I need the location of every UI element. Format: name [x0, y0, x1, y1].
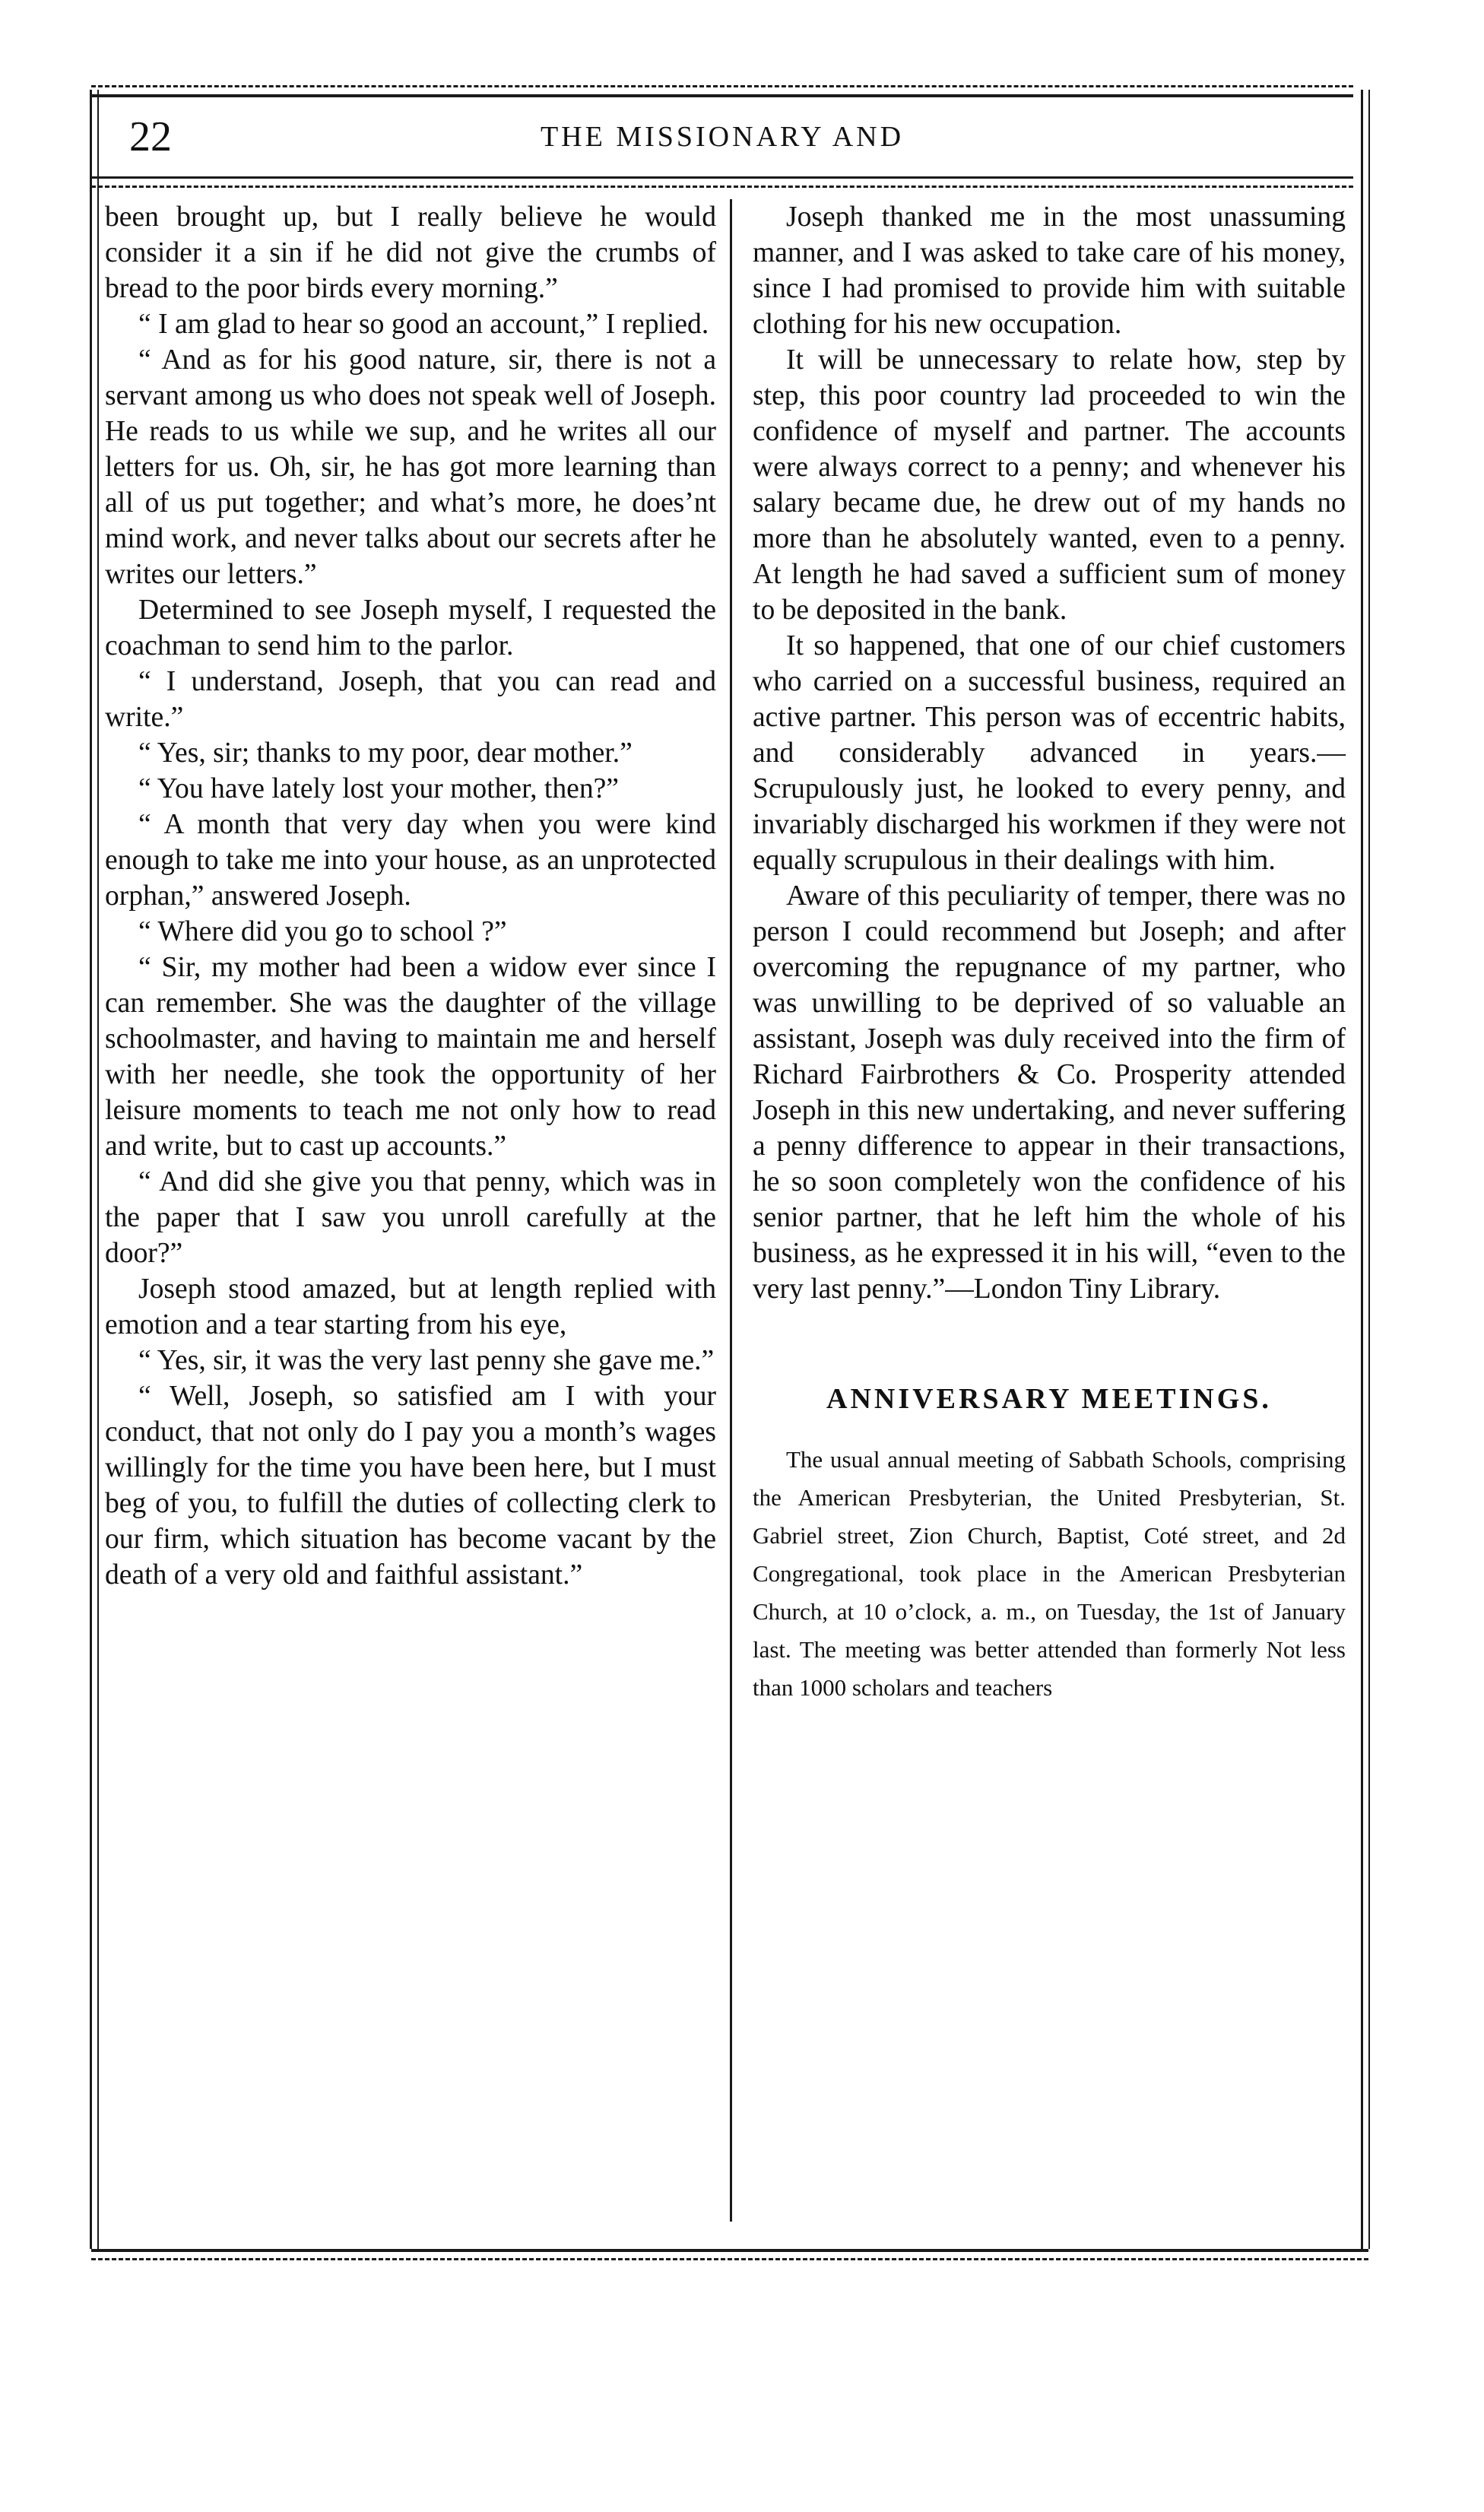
- paragraph: “ Well, Joseph, so satisfied am I with your conduct, that not only do I pay you a month’s wages willingly for the time you have been here, but I must beg of you, to fulfill the duties of collecting clerk to our firm, which situation has become vacant by the death of a very old and faithful assistant.”: [105, 1381, 716, 1591]
- paragraph: “ Sir, my mother had been a widow ever since I can remember. She was the daughter of the village schoolmaster, and having to maintain me and herself with her needle, she took the opportunity of her leisure moments to teach me not only how to read and write, but to cast up accounts.”: [105, 952, 716, 1162]
- paragraph: “ You have lately lost your mother, then?”: [138, 773, 619, 804]
- paragraph: “ I understand, Joseph, that you can read and write.”: [105, 666, 716, 733]
- section-heading: ANNIVERSARY MEETINGS.: [826, 1383, 1272, 1415]
- top-border-dashed: [91, 85, 1353, 87]
- top-border: [91, 94, 1353, 97]
- paragraph: “ And did she give you that penny, which was in the paper that I saw you unroll carefully at the door?”: [105, 1166, 716, 1269]
- column-separator: [730, 199, 732, 2222]
- running-title: THE MISSIONARY AND: [540, 121, 905, 153]
- paragraph: “ Yes, sir, it was the very last penny she gave me.”: [138, 1345, 715, 1376]
- paragraph: It so happened, that one of our chief customers who carried on a successful business, required an active partner. This person was of eccentric habits, and considerably advanced in years.— Scrupulously just, he looked to every penny, and invariably discharged his workmen if they were not equally scrupulous in their dealings with him.: [753, 630, 1346, 876]
- header-underline-dashed: [91, 186, 1353, 188]
- paragraph: Joseph stood amazed, but at length replied with emotion and a tear starting from his eye,: [105, 1273, 716, 1340]
- right-border-inner: [1368, 90, 1370, 2249]
- left-border: [90, 90, 92, 2249]
- left-column: [105, 199, 716, 1593]
- paragraph: “ And as for his good nature, sir, there is not a servant among us who does not speak well of Joseph. He reads to us while we sup, and he writes all our letters for us. Oh, sir, he has got more learning than all of us put together; and what’s more, he does’nt mind work, and never talks about our secrets after he writes our letters.”: [105, 344, 716, 590]
- paragraph: “ Where did you go to school ?”: [138, 916, 507, 947]
- bottom-border: [91, 2249, 1368, 2252]
- page-header: [99, 106, 1346, 167]
- header-underline: [91, 176, 1353, 179]
- paragraph: “ I am glad to hear so good an account,” I replied.: [138, 309, 709, 340]
- paragraph: Determined to see Joseph myself, I requested the coachman to send him to the parlor.: [105, 595, 716, 661]
- paragraph: Aware of this peculiarity of temper, there was no person I could recommend but Joseph; and after overcoming the repugnance of my partner, who was unwilling to be deprived of so valuable an assistant, Joseph was duly received into the firm of Richard Fairbrothers & Co. Prosperity attended Joseph in this new undertaking, and never suffering a penny difference to appear in their transactions, he so soon completely won the confidence of his senior partner, that he left him the whole of his business, as he expressed it in his will, “even to the very last penny.”—London Tiny Library.: [753, 880, 1346, 1305]
- paragraph: Joseph thanked me in the most unassuming manner, and I was asked to take care of his money, since I had promised to provide him with suitable clothing for his new occupation.: [753, 201, 1346, 340]
- paragraph: It will be unnecessary to relate how, step by step, this poor country lad proceeded to win the confidence of myself and partner. The accounts were always correct to a penny; and whenever his salary became due, he drew out of my hands no more than he absolutely wanted, even to a penny. At length he had saved a sufficient sum of money to be deposited in the bank.: [753, 344, 1346, 626]
- paragraph: been brought up, but I really believe he would consider it a sin if he did not give the crumbs of bread to the poor birds every morning.”: [105, 201, 716, 304]
- right-column: [753, 199, 1346, 1707]
- paragraph: “ Yes, sir; thanks to my poor, dear mother.”: [138, 737, 633, 769]
- left-border-inner: [97, 90, 99, 2249]
- paragraph: “ A month that very day when you were kind enough to take me into your house, as an unprotected orphan,” answered Joseph.: [105, 809, 716, 912]
- page-number: 22: [129, 113, 172, 160]
- bottom-border-dashed: [91, 2258, 1368, 2260]
- right-border: [1361, 90, 1363, 2249]
- section-body: The usual annual meeting of Sabbath Schools, comprising the American Presbyterian, the United Presbyterian, St. Gabriel street, Zion Church, Baptist, Coté street, and 2d Congregational, took place in the American Presbyterian Church, at 10 o’clock, a. m., on Tuesday, the 1st of January last. The meeting was better attended than formerly Not less than 1000 scholars and teachers: [753, 1446, 1346, 1701]
